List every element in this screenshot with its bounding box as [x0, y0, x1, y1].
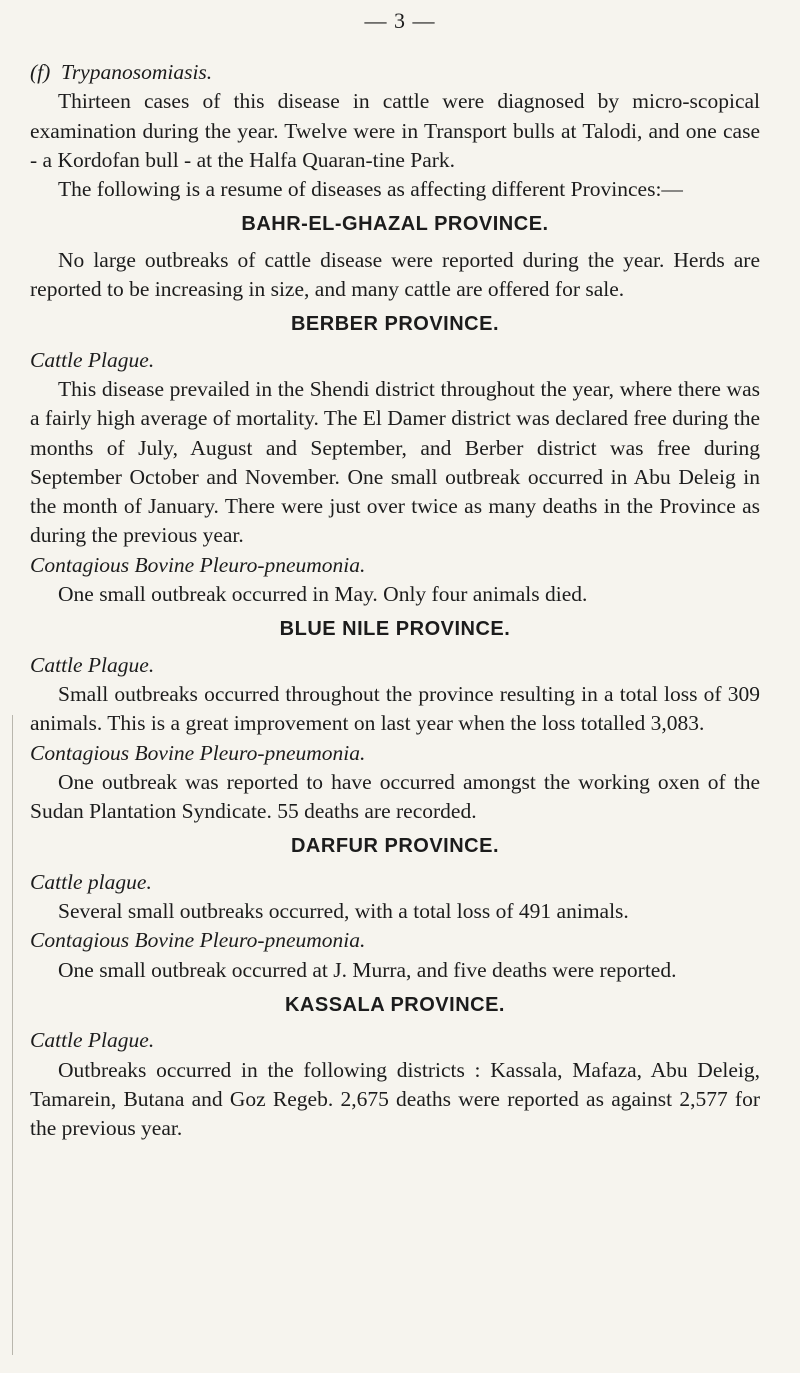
- darfur-cattle-plague-heading: Cattle plague.: [30, 869, 152, 894]
- province-heading-kassala: KASSALA PROVINCE.: [284, 993, 505, 1016]
- blue-nile-cattle-plague-paragraph: Small outbreaks occurred throughout the province resulting in a total loss of 309 animals. This is a great improvement on last year when the loss totalled 3,083.: [30, 681, 760, 736]
- berber-pleuro-heading: Contagious Bovine Pleuro-pneumonia.: [30, 552, 366, 577]
- province-heading-bahr-el-ghazal: BAHR-EL-GHAZAL PROVINCE.: [241, 213, 549, 236]
- section-f-paragraph: Thirteen cases of this disease in cattle were diagnosed by micro-scopical examination during the year. Twelve were in Transport bulls at Talodi, and one case - a Kordofan bull - at the Halfa Quaran-tine Park.: [30, 89, 760, 172]
- section-f-label: (f): [30, 60, 51, 84]
- province-heading-darfur: DARFUR PROVINCE.: [290, 835, 499, 858]
- page-margin-line: [12, 715, 13, 1355]
- bahr-el-ghazal-paragraph: No large outbreaks of cattle disease were reported during the year. Herds are reported to be increasing in size, and many cattle are offered for sale.: [30, 247, 760, 302]
- blue-nile-cattle-plague-heading: Cattle Plague.: [30, 652, 155, 677]
- province-heading-blue-nile: BLUE NILE PROVINCE.: [279, 618, 511, 641]
- kassala-cattle-plague-paragraph: Outbreaks occurred in the following districts : Kassala, Mafaza, Abu Deleig, Tamarein, Butana and Goz Regeb. 2,675 deaths were reported as against 2,577 for the previous year.: [30, 1057, 760, 1141]
- page-number: — 3 —: [364, 8, 436, 33]
- blue-nile-pleuro-heading: Contagious Bovine Pleuro-pneumonia.: [30, 740, 366, 765]
- berber-cattle-plague-heading: Cattle Plague.: [30, 347, 155, 372]
- darfur-cattle-plague-paragraph: Several small outbreaks occurred, with a total loss of 491 animals.: [58, 899, 629, 924]
- blue-nile-pleuro-paragraph: One outbreak was reported to have occurred amongst the working oxen of the Sudan Plantation Syndicate. 55 deaths are recorded.: [30, 769, 760, 824]
- document-body: [30, 58, 760, 1143]
- province-heading-berber: BERBER PROVINCE.: [290, 313, 500, 336]
- section-f-heading: [30, 58, 760, 87]
- section-f-title: Trypanosomiasis.: [61, 60, 213, 84]
- berber-pleuro-paragraph: One small outbreak occurred in May. Only four animals died.: [58, 582, 588, 607]
- intro-paragraph: The following is a resume of diseases as affecting different Provinces:—: [58, 177, 683, 202]
- darfur-pleuro-paragraph: One small outbreak occurred at J. Murra, and five deaths were reported.: [58, 957, 677, 982]
- kassala-cattle-plague-heading: Cattle Plague.: [30, 1028, 155, 1053]
- berber-cattle-plague-paragraph: This disease prevailed in the Shendi district throughout the year, where there was a fairly high average of mortality. The El Damer district was declared free during the months of July, August and September, and Berber district was free during September October and November. One small outbreak occurred in Abu Deleig in the month of January. There were just over twice as many deaths in the Province as during the previous year.: [30, 376, 760, 548]
- darfur-pleuro-heading: Contagious Bovine Pleuro-pneumonia.: [30, 928, 366, 953]
